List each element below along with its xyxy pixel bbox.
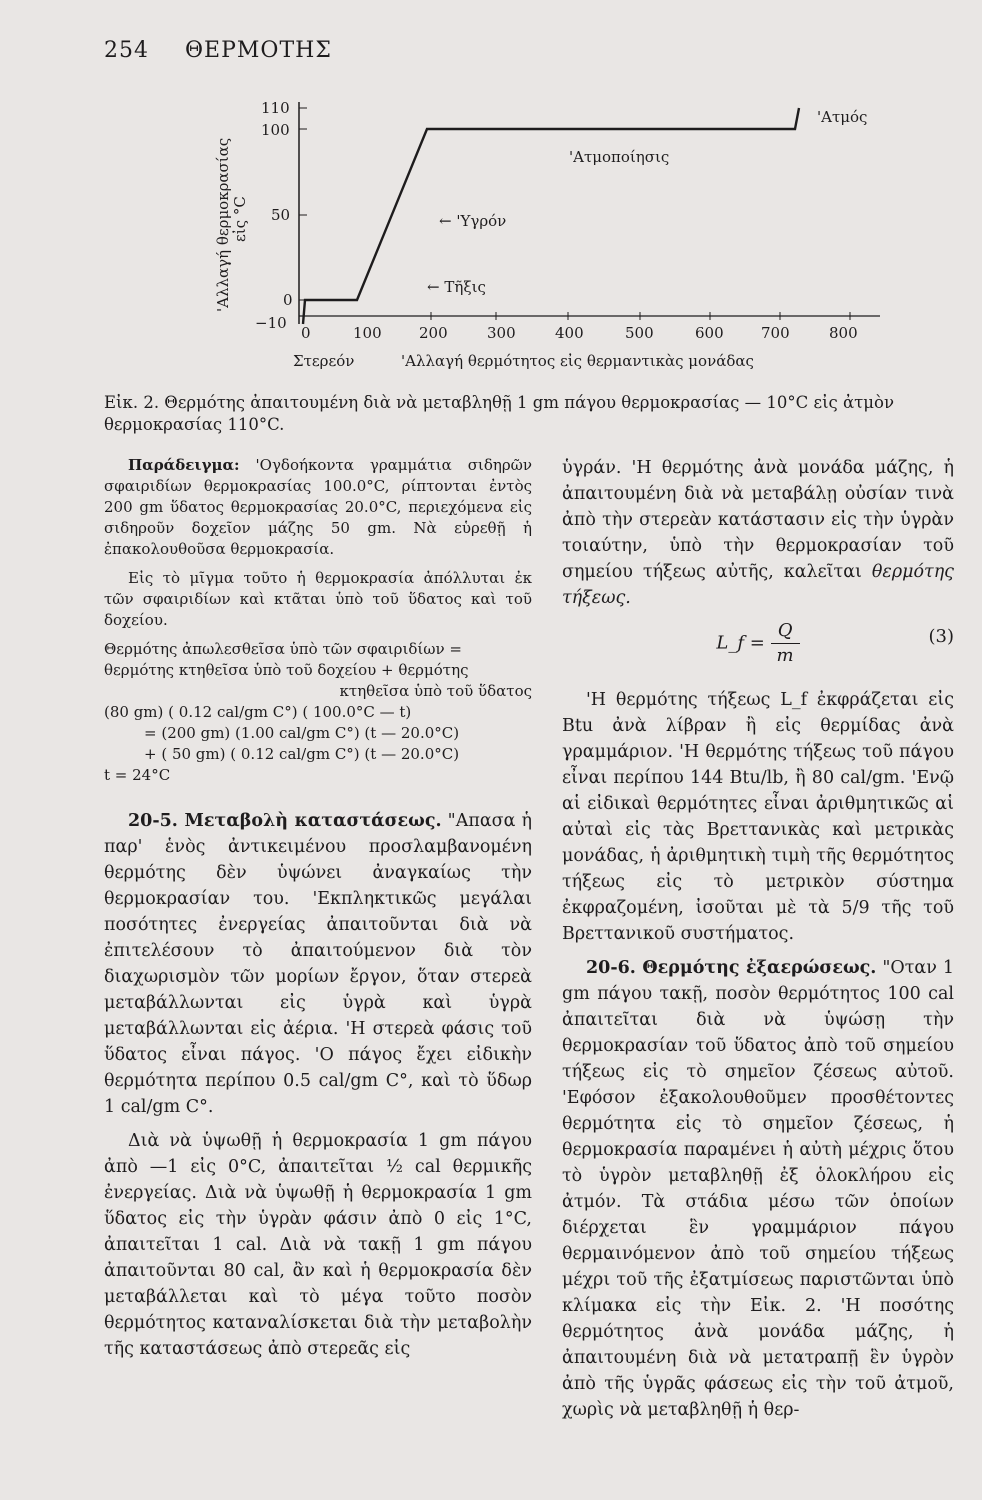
section-20-5-text: "Απασα ἡ παρ' ἑνὸς ἀντικειμένου προσλαμβανομένη θερμότης δὲν ὑψώνει ἀναγκαίως τὴν θερμοκρασίαν του. 'Εκπληκτικῶς μεγάλαι ποσότητες ἐνεργείας ἀπαιτοῦνται διὰ νὰ ἐπιτελέσουν τὸ ἀπαιτούμενον διὰ τὸν διαχωρισμὸν τῶν μορίων ἔργον, ὅταν στερεὰ μεταβάλλωνται εἰς ὑγρὰ καὶ ὑγρὰ μεταβάλλωνται εἰς ἀέρια. 'Η στερεὰ φάσις τοῦ ὕδατος εἶναι πάγος. 'Ο πάγος ἔχει εἰδικὴν θερμότητα περίπου 0.5 cal/gm C°, καὶ τὸ ὕδωρ 1 cal/gm C°.	[104, 811, 532, 1117]
y-axis-label-1: 'Αλλαγή θερμοκρασίας	[214, 137, 232, 312]
figure-svg	[195, 92, 915, 382]
page-header	[104, 38, 332, 63]
x-axis-label: 'Αλλαγή θερμότητος εἰς θερμαντικὰς μονάδας	[401, 352, 754, 370]
running-title: ΘΕΡΜΟΤΗΣ	[185, 38, 332, 63]
y-axis-label-2: εἰς °C	[231, 196, 249, 242]
y-tick-100: 100	[261, 121, 290, 139]
x-tick-600: 600	[695, 324, 724, 342]
fusion-values-paragraph: 'Η θερμότης τήξεως L_f ἐκφράζεται εἰς Btu ἀνὰ λίβραν ἢ εἰς θερμίδας ἀνὰ γραμμάριον. 'Η θερμότης τήξεως τοῦ πάγου εἶναι περίπου 144 Btu/lb, ἢ 80 cal/gm. 'Ενῷ αἱ εἰδικαὶ θερμότητες εἶναι ἀριθμητικῶς αἱ αὐταὶ εἰς τὰς Βρεττανικὰς καὶ μετρικὰς μονάδας, ἡ ἀριθμητικὴ τιμὴ τῆς θερμότητος τήξεως εἰς τὸ μετρικὸν σύστημα ἐκφραζομένη, ἰσοῦται μὲ τὰ 5/9 τῆς τοῦ Βρεττανικοῦ συστήματος.	[562, 690, 954, 944]
heating-curve	[303, 108, 799, 324]
equation-result: t = 24°C	[104, 766, 171, 784]
figure-caption: Εἰκ. 2. Θερμότης ἀπαιτουμένη διὰ νὰ μεταβληθῇ 1 gm πάγου θερμοκρασίας — 10°C εἰς ἀτμὸν θερμοκρασίας 110°C.	[104, 393, 894, 434]
fusion-term: θερμότης τήξεως.	[562, 562, 954, 608]
y-tick-0: 0	[283, 291, 293, 309]
section-20-6	[562, 955, 954, 1423]
y-tick-110: 110	[261, 99, 290, 117]
right-column	[562, 455, 954, 1431]
fusion-definition-paragraph	[562, 455, 954, 611]
x-tick-0: 0	[301, 324, 311, 342]
formula-denominator: m	[776, 645, 794, 666]
label-hygron: ← 'Υγρόν	[439, 212, 507, 230]
mixture-paragraph: Εἰς τὸ μῖγμα τοῦτο ἡ θερμοκρασία ἀπόλλυται ἐκ τῶν σφαιριδίων καὶ κτᾶται ὑπὸ τοῦ ὕδατος καὶ τοῦ δοχείου.	[104, 569, 532, 629]
x-tick-200: 200	[419, 324, 448, 342]
label-texis: ← Τῆξις	[427, 278, 486, 296]
x-tick-800: 800	[829, 324, 858, 342]
section-20-6-title: 20-6. Θερμότης ἐξαερώσεως.	[586, 958, 877, 978]
y-tick-50: 50	[271, 206, 291, 224]
x-tick-700: 700	[761, 324, 790, 342]
x-tick-100: 100	[353, 324, 382, 342]
equation-line-4: (80 gm) ( 0.12 cal/gm C°) ( 100.0°C — t)	[104, 703, 412, 721]
equation-line-3: κτηθεῖσα ὑπὸ τοῦ ὕδατος	[339, 682, 532, 700]
label-stereon: Στερεόν	[293, 352, 355, 370]
fusion-definition-text: ὑγράν. 'Η θερμότης ἀνὰ μονάδα μάζης, ἡ ἀπαιτουμένη διὰ νὰ μεταβάλῃ οὐσίαν τινὰ ἀπὸ τὴν στερεὰν κατάστασιν εἰς τὴν ὑγρὰν τοιαύτην, ὑπὸ τὴν θερμοκρασίαν τοῦ σημείου τήξεως αὐτῆς, καλεῖται	[562, 458, 954, 582]
example-text: 'Ογδοήκοντα γραμμάτια σιδηρῶν σφαιριδίων θερμοκρασίας 100.0°C, ρίπτονται ἐντὸς 200 gm ὕδατος θερμοκρασίας 20.0°C, περιεχόμενα εἰς σιδηροῦν δοχεῖον μάζης 50 gm. Νὰ εὑρεθῇ ἡ ἐπακολουθοῦσα θερμοκρασία.	[104, 456, 532, 558]
page-number: 254	[104, 38, 149, 63]
y-tick-minus-10: −10	[255, 314, 287, 332]
section-20-5-title: 20-5. Μεταβολὴ καταστάσεως.	[128, 811, 442, 831]
formula-lhs: L_f =	[716, 632, 765, 654]
formula-fraction	[771, 619, 800, 668]
formula-numerator: Q	[771, 619, 800, 644]
heating-curve-figure	[195, 92, 915, 382]
ice-heating-paragraph: Διὰ νὰ ὑψωθῇ ἡ θερμοκρασία 1 gm πάγου ἀπὸ —1 εἰς 0°C, ἀπαιτεῖται ½ cal θερμικῆς ἐνεργείας. Διὰ νὰ ὑψωθῇ ἡ θερμοκρασία 1 gm ὕδατος εἰς τὴν ὑγρὰν φάσιν ἀπὸ 0 εἰς 1°C, ἀπαιτεῖται 1 cal. Διὰ νὰ τακῇ 1 gm πάγου ἀπαιτοῦνται 80 cal, ἂν καὶ ἡ θερμοκρασία δὲν μεταβάλλεται καὶ τὸ μέγα τοῦτο ποσὸν θερμότητος καταναλίσκεται διὰ τὴν μεταβολὴν τῆς καταστάσεως ἀπὸ στερεᾶς εἰς	[104, 1131, 532, 1359]
left-column	[104, 455, 532, 1370]
x-tick-500: 500	[625, 324, 654, 342]
formula-number: (3)	[928, 626, 954, 647]
section-20-6-text: "Οταν 1 gm πάγου τακῇ, ποσὸν θερμότητος 100 cal ἀπαιτεῖται διὰ νὰ ὑψώσῃ τὴν θερμοκρασίαν τοῦ ὕδατος ἀπὸ τοῦ σημείου τήξεως εἰς τὸ σημεῖον ζέσεως αὐτοῦ. 'Εφόσον ἐξακολουθοῦμεν προσθέτοντες θερμότητα εἰς τὸ σημεῖον ζέσεως, ἡ θερμοκρασία παραμένει ἡ αὐτὴ μέχρις ὅτου τὸ ὑγρὸν μεταβληθῇ ἐξ ὁλοκλήρου εἰς ἀτμόν. Τὰ στάδια μέσω τῶν ὁποίων διέρχεται ἓν γραμμάριον πάγου θερμαινόμενον ἀπὸ τοῦ σημείου τήξεως μέχρι τοῦ τῆς ἐξατμίσεως παριστῶνται ὑπὸ κλίμακα εἰς τὴν Εἰκ. 2. 'Η ποσότης θερμότητος ἀνὰ μονάδα μάζης, ἡ ἀπαιτουμένη διὰ νὰ μετατραπῇ ἓν ὑγρὸν ἀπὸ τῆς ὑγρᾶς φάσεως εἰς τὴν τοῦ ἀτμοῦ, χωρὶς νὰ μεταβληθῇ ἡ θερ-	[562, 958, 954, 1420]
equation-line-2: θερμότης κτηθεῖσα ὑπὸ τοῦ δοχείου + θερμότης	[104, 661, 469, 679]
equation-line-6: + ( 50 gm) ( 0.12 cal/gm C°) (t — 20.0°C)	[144, 745, 460, 763]
x-tick-400: 400	[555, 324, 584, 342]
example-label: Παράδειγμα:	[128, 456, 240, 474]
example-paragraph	[104, 455, 532, 560]
equation-line-5: = (200 gm) (1.00 cal/gm C°) (t — 20.0°C)	[144, 724, 460, 742]
label-atmos: 'Ατμός	[817, 108, 868, 126]
x-tick-300: 300	[487, 324, 516, 342]
label-atmopoiesis: 'Ατμοποίησις	[569, 148, 670, 166]
section-20-5	[104, 808, 532, 1120]
equation-line-1: Θερμότης ἀπωλεσθεῖσα ὑπὸ τῶν σφαιριδίων =	[104, 640, 462, 658]
latent-heat-formula	[562, 619, 954, 673]
